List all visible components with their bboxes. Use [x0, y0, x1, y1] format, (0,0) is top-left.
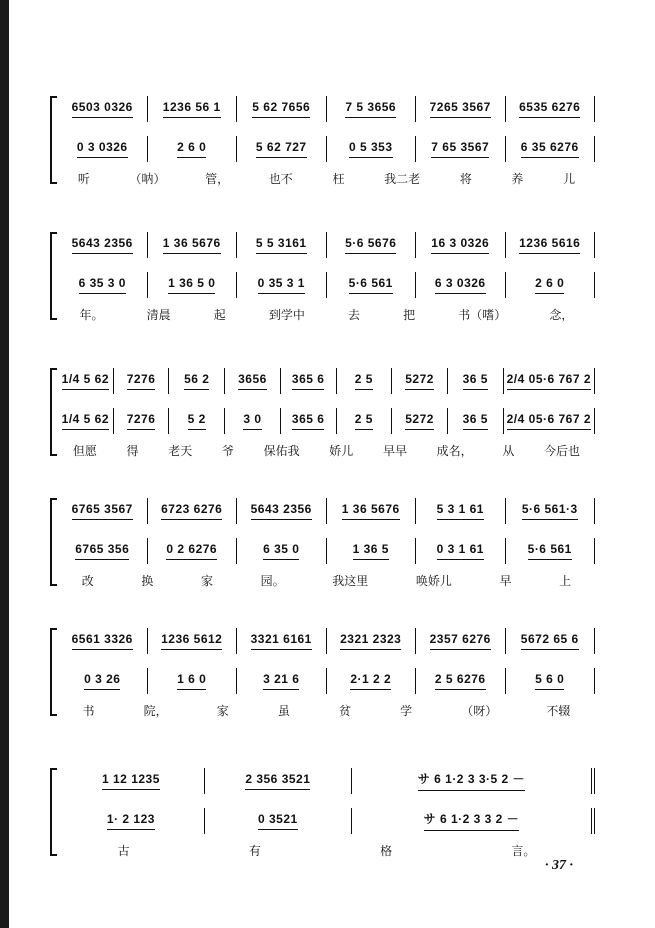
note-group: 5·6 5676	[345, 236, 396, 255]
lyric: 书（嗜）	[458, 308, 507, 322]
lyric: 到学中	[268, 308, 305, 322]
lyrics-line	[58, 572, 595, 588]
lyric: 上	[559, 574, 572, 588]
lyric: 言。	[511, 844, 536, 858]
note-group: 36 5	[463, 372, 488, 391]
lyric: 养	[511, 172, 524, 186]
measure	[58, 96, 148, 122]
measure	[237, 232, 327, 258]
staff-brace	[50, 628, 57, 716]
music-system-5	[50, 628, 595, 718]
lyric: 枉	[332, 172, 345, 186]
note-group: 5·6 561	[349, 276, 393, 295]
note-group: 1 36 5	[353, 542, 389, 561]
note-group: 5 5 3161	[256, 236, 307, 255]
measure	[506, 538, 596, 564]
measure	[281, 368, 337, 394]
note-group: 5272	[405, 412, 434, 431]
note-group: 6 35 6276	[521, 140, 579, 159]
lyric: 起	[213, 308, 226, 322]
music-system-2	[50, 232, 595, 322]
lyric: 听	[77, 172, 90, 186]
measure	[416, 272, 506, 298]
note-group: 7276	[127, 372, 156, 391]
music-system-6	[50, 768, 595, 858]
measure	[58, 136, 148, 162]
note-group: 0 3 1 61	[437, 542, 484, 561]
lyric: 爷	[221, 444, 234, 458]
note-group: 6765 356	[75, 542, 129, 561]
note-group: 5 62 727	[256, 140, 307, 159]
lower-staff	[58, 136, 595, 162]
music-system-4	[50, 498, 595, 588]
measure	[114, 408, 170, 434]
upper-staff	[58, 628, 595, 654]
note-group: 2/4 05·6 767 2	[507, 372, 591, 391]
note-group: 5·6 561·3	[522, 502, 578, 521]
upper-staff	[58, 368, 595, 394]
measure	[148, 668, 238, 694]
note-group: 365 6	[292, 372, 325, 391]
note-group: 2 6 0	[535, 276, 564, 295]
lyric: 去	[348, 308, 361, 322]
lyric: 但愿	[72, 444, 97, 458]
note-group: 3 0	[243, 412, 261, 431]
lyrics-line	[58, 170, 595, 186]
measure	[327, 498, 417, 524]
note-group: 5 62 7656	[252, 100, 310, 119]
page-left-edge	[0, 0, 9, 928]
measure	[352, 808, 595, 834]
staff-brace	[50, 96, 57, 184]
note-group: 2 5	[355, 412, 373, 431]
lyric: （呀）	[461, 704, 498, 718]
measure	[337, 408, 393, 434]
note-group: 0 3 26	[84, 672, 120, 691]
measure	[506, 96, 596, 122]
measure	[58, 668, 148, 694]
note-group: 1 12 1235	[102, 772, 160, 791]
measure	[352, 768, 595, 794]
measure	[148, 272, 238, 298]
note-group: 7276	[127, 412, 156, 431]
measure	[114, 368, 170, 394]
note-group: 2 5 6276	[435, 672, 486, 691]
measure	[237, 272, 327, 298]
measure	[225, 368, 281, 394]
lyrics-line	[58, 842, 595, 858]
note-group: サ 6 1·2 3 3 2 －	[424, 810, 520, 832]
measure	[281, 408, 337, 434]
measure	[58, 272, 148, 298]
note-group: 7 5 3656	[345, 100, 396, 119]
measure	[58, 808, 205, 834]
lyric: 清晨	[146, 308, 171, 322]
measure	[237, 498, 327, 524]
measure	[169, 408, 225, 434]
measure	[506, 628, 596, 654]
measure	[237, 538, 327, 564]
note-group: 2357 6276	[430, 632, 491, 651]
measure	[327, 136, 417, 162]
note-group: 6723 6276	[161, 502, 222, 521]
measure	[327, 272, 417, 298]
lower-staff	[58, 808, 595, 834]
note-group: 1236 5612	[161, 632, 222, 651]
lyric: 换	[141, 574, 154, 588]
measure	[148, 538, 238, 564]
measure	[506, 136, 596, 162]
measure	[205, 768, 352, 794]
measure	[392, 368, 448, 394]
note-group: 5 2	[188, 412, 206, 431]
note-group: 1· 2 123	[107, 812, 155, 831]
note-group: 2 5	[355, 372, 373, 391]
music-system-3	[50, 368, 595, 458]
lyric: 早早	[382, 444, 407, 458]
note-group: 0 5 353	[349, 140, 393, 159]
note-group: 3 21 6	[263, 672, 299, 691]
lyric: 园。	[260, 574, 285, 588]
measure	[448, 408, 504, 434]
measure	[416, 498, 506, 524]
note-group: 2·1 2 2	[350, 672, 391, 691]
lyric: 娇儿	[329, 444, 354, 458]
measure	[58, 368, 114, 394]
lyrics-line	[58, 442, 595, 458]
lyric: 贫	[339, 704, 352, 718]
measure	[392, 408, 448, 434]
note-group: 5 6 0	[535, 672, 564, 691]
upper-staff	[58, 498, 595, 524]
note-group: 6765 3567	[72, 502, 133, 521]
note-group: 1 36 5676	[163, 236, 221, 255]
upper-staff	[58, 96, 595, 122]
note-group: 5272	[405, 372, 434, 391]
music-system-1	[50, 96, 595, 186]
measure	[237, 136, 327, 162]
lyric: 早	[499, 574, 512, 588]
measure	[506, 232, 596, 258]
measure	[148, 232, 238, 258]
lyric: 唤娇儿	[415, 574, 452, 588]
lower-staff	[58, 668, 595, 694]
note-group: 16 3 0326	[431, 236, 489, 255]
measure	[237, 668, 327, 694]
staff-brace	[50, 768, 57, 856]
note-group: 3321 6161	[251, 632, 312, 651]
measure	[58, 768, 205, 794]
measure	[148, 628, 238, 654]
note-group: 1236 5616	[519, 236, 580, 255]
note-group: 7 65 3567	[431, 140, 489, 159]
note-group: 2321 2323	[340, 632, 401, 651]
lyric: 我二老	[384, 172, 421, 186]
lyric: 今后也	[544, 444, 581, 458]
note-group: 1 36 5 0	[168, 276, 215, 295]
staff-brace	[50, 232, 57, 320]
lower-staff	[58, 408, 595, 434]
measure	[416, 538, 506, 564]
lyrics-line	[58, 702, 595, 718]
measure	[506, 272, 596, 298]
note-group: 56 2	[184, 372, 209, 391]
note-group: 5643 2356	[251, 502, 312, 521]
note-group: 0 3521	[258, 812, 298, 831]
lower-staff	[58, 538, 595, 564]
note-group: 1/4 5 62	[62, 372, 109, 391]
measure	[237, 96, 327, 122]
lyric: 不辍	[546, 704, 571, 718]
lyrics-line	[58, 306, 595, 322]
measure	[58, 628, 148, 654]
note-group: 6 3 0326	[435, 276, 486, 295]
note-group: 6 35 3 0	[79, 276, 126, 295]
measure	[58, 232, 148, 258]
note-group: 6 35 0	[263, 542, 299, 561]
measure	[504, 408, 595, 434]
lyric: 格	[380, 844, 393, 858]
lyric: 古	[117, 844, 130, 858]
measure	[327, 538, 417, 564]
lyric: 虽	[277, 704, 290, 718]
lyric: 家	[201, 574, 214, 588]
lyric: 从	[502, 444, 515, 458]
measure	[237, 628, 327, 654]
note-group: 1/4 5 62	[62, 412, 109, 431]
lyric: 成名，	[436, 444, 473, 458]
page-number: · 37 ·	[545, 858, 573, 873]
measure	[148, 96, 238, 122]
measure	[327, 232, 417, 258]
note-group: 2/4 05·6 767 2	[507, 412, 591, 431]
note-group: 2 6 0	[177, 140, 206, 159]
note-group: サ 6 1·2 3 3·5 2 －	[418, 770, 525, 792]
note-group: 36 5	[463, 412, 488, 431]
measure	[506, 498, 596, 524]
note-group: 1 6 0	[177, 672, 206, 691]
measure	[58, 498, 148, 524]
measure	[58, 538, 148, 564]
measure	[504, 368, 595, 394]
measure	[205, 808, 352, 834]
lyric: 有	[248, 844, 261, 858]
note-group: 7265 3567	[430, 100, 491, 119]
note-group: 0 3 0326	[77, 140, 128, 159]
upper-staff	[58, 768, 595, 794]
measure	[337, 368, 393, 394]
measure	[148, 136, 238, 162]
lyric: 把	[403, 308, 416, 322]
lyric: 书	[82, 704, 95, 718]
lyric: 学	[400, 704, 413, 718]
measure	[58, 408, 114, 434]
lyric: 我这里	[332, 574, 369, 588]
note-group: 5·6 561	[528, 542, 572, 561]
measure	[416, 668, 506, 694]
measure	[506, 668, 596, 694]
note-group: 3656	[238, 372, 267, 391]
lyric: 将	[459, 172, 472, 186]
measure	[327, 628, 417, 654]
measure	[416, 628, 506, 654]
lyric: 管，	[205, 172, 230, 186]
lyric: 儿	[563, 172, 576, 186]
measure	[327, 668, 417, 694]
staff-brace	[50, 498, 57, 586]
note-group: 0 35 3 1	[258, 276, 305, 295]
measure	[148, 498, 238, 524]
measure	[327, 96, 417, 122]
lyric: 得	[126, 444, 139, 458]
note-group: 6561 3326	[72, 632, 133, 651]
note-group: 2 356 3521	[245, 772, 310, 791]
lyric: 院，	[143, 704, 168, 718]
measure	[416, 232, 506, 258]
measure	[416, 96, 506, 122]
note-group: 5 3 1 61	[437, 502, 484, 521]
lyric: 念，	[549, 308, 574, 322]
note-group: 1236 56 1	[163, 100, 221, 119]
lyric: 保佑我	[263, 444, 300, 458]
measure	[225, 408, 281, 434]
lyric: 老天	[168, 444, 193, 458]
note-group: 6503 0326	[72, 100, 133, 119]
note-group: 365 6	[292, 412, 325, 431]
lyric: 改	[81, 574, 94, 588]
upper-staff	[58, 232, 595, 258]
staff-brace	[50, 368, 57, 456]
measure	[416, 136, 506, 162]
note-group: 5643 2356	[72, 236, 133, 255]
measure	[169, 368, 225, 394]
note-group: 0 2 6276	[166, 542, 217, 561]
lyric: 年。	[79, 308, 104, 322]
lyric: （呐）	[129, 172, 166, 186]
lower-staff	[58, 272, 595, 298]
note-group: 5672 65 6	[521, 632, 579, 651]
note-group: 1 36 5676	[342, 502, 400, 521]
note-group: 6535 6276	[519, 100, 580, 119]
measure	[448, 368, 504, 394]
lyric: 也不	[268, 172, 293, 186]
lyric: 家	[216, 704, 229, 718]
